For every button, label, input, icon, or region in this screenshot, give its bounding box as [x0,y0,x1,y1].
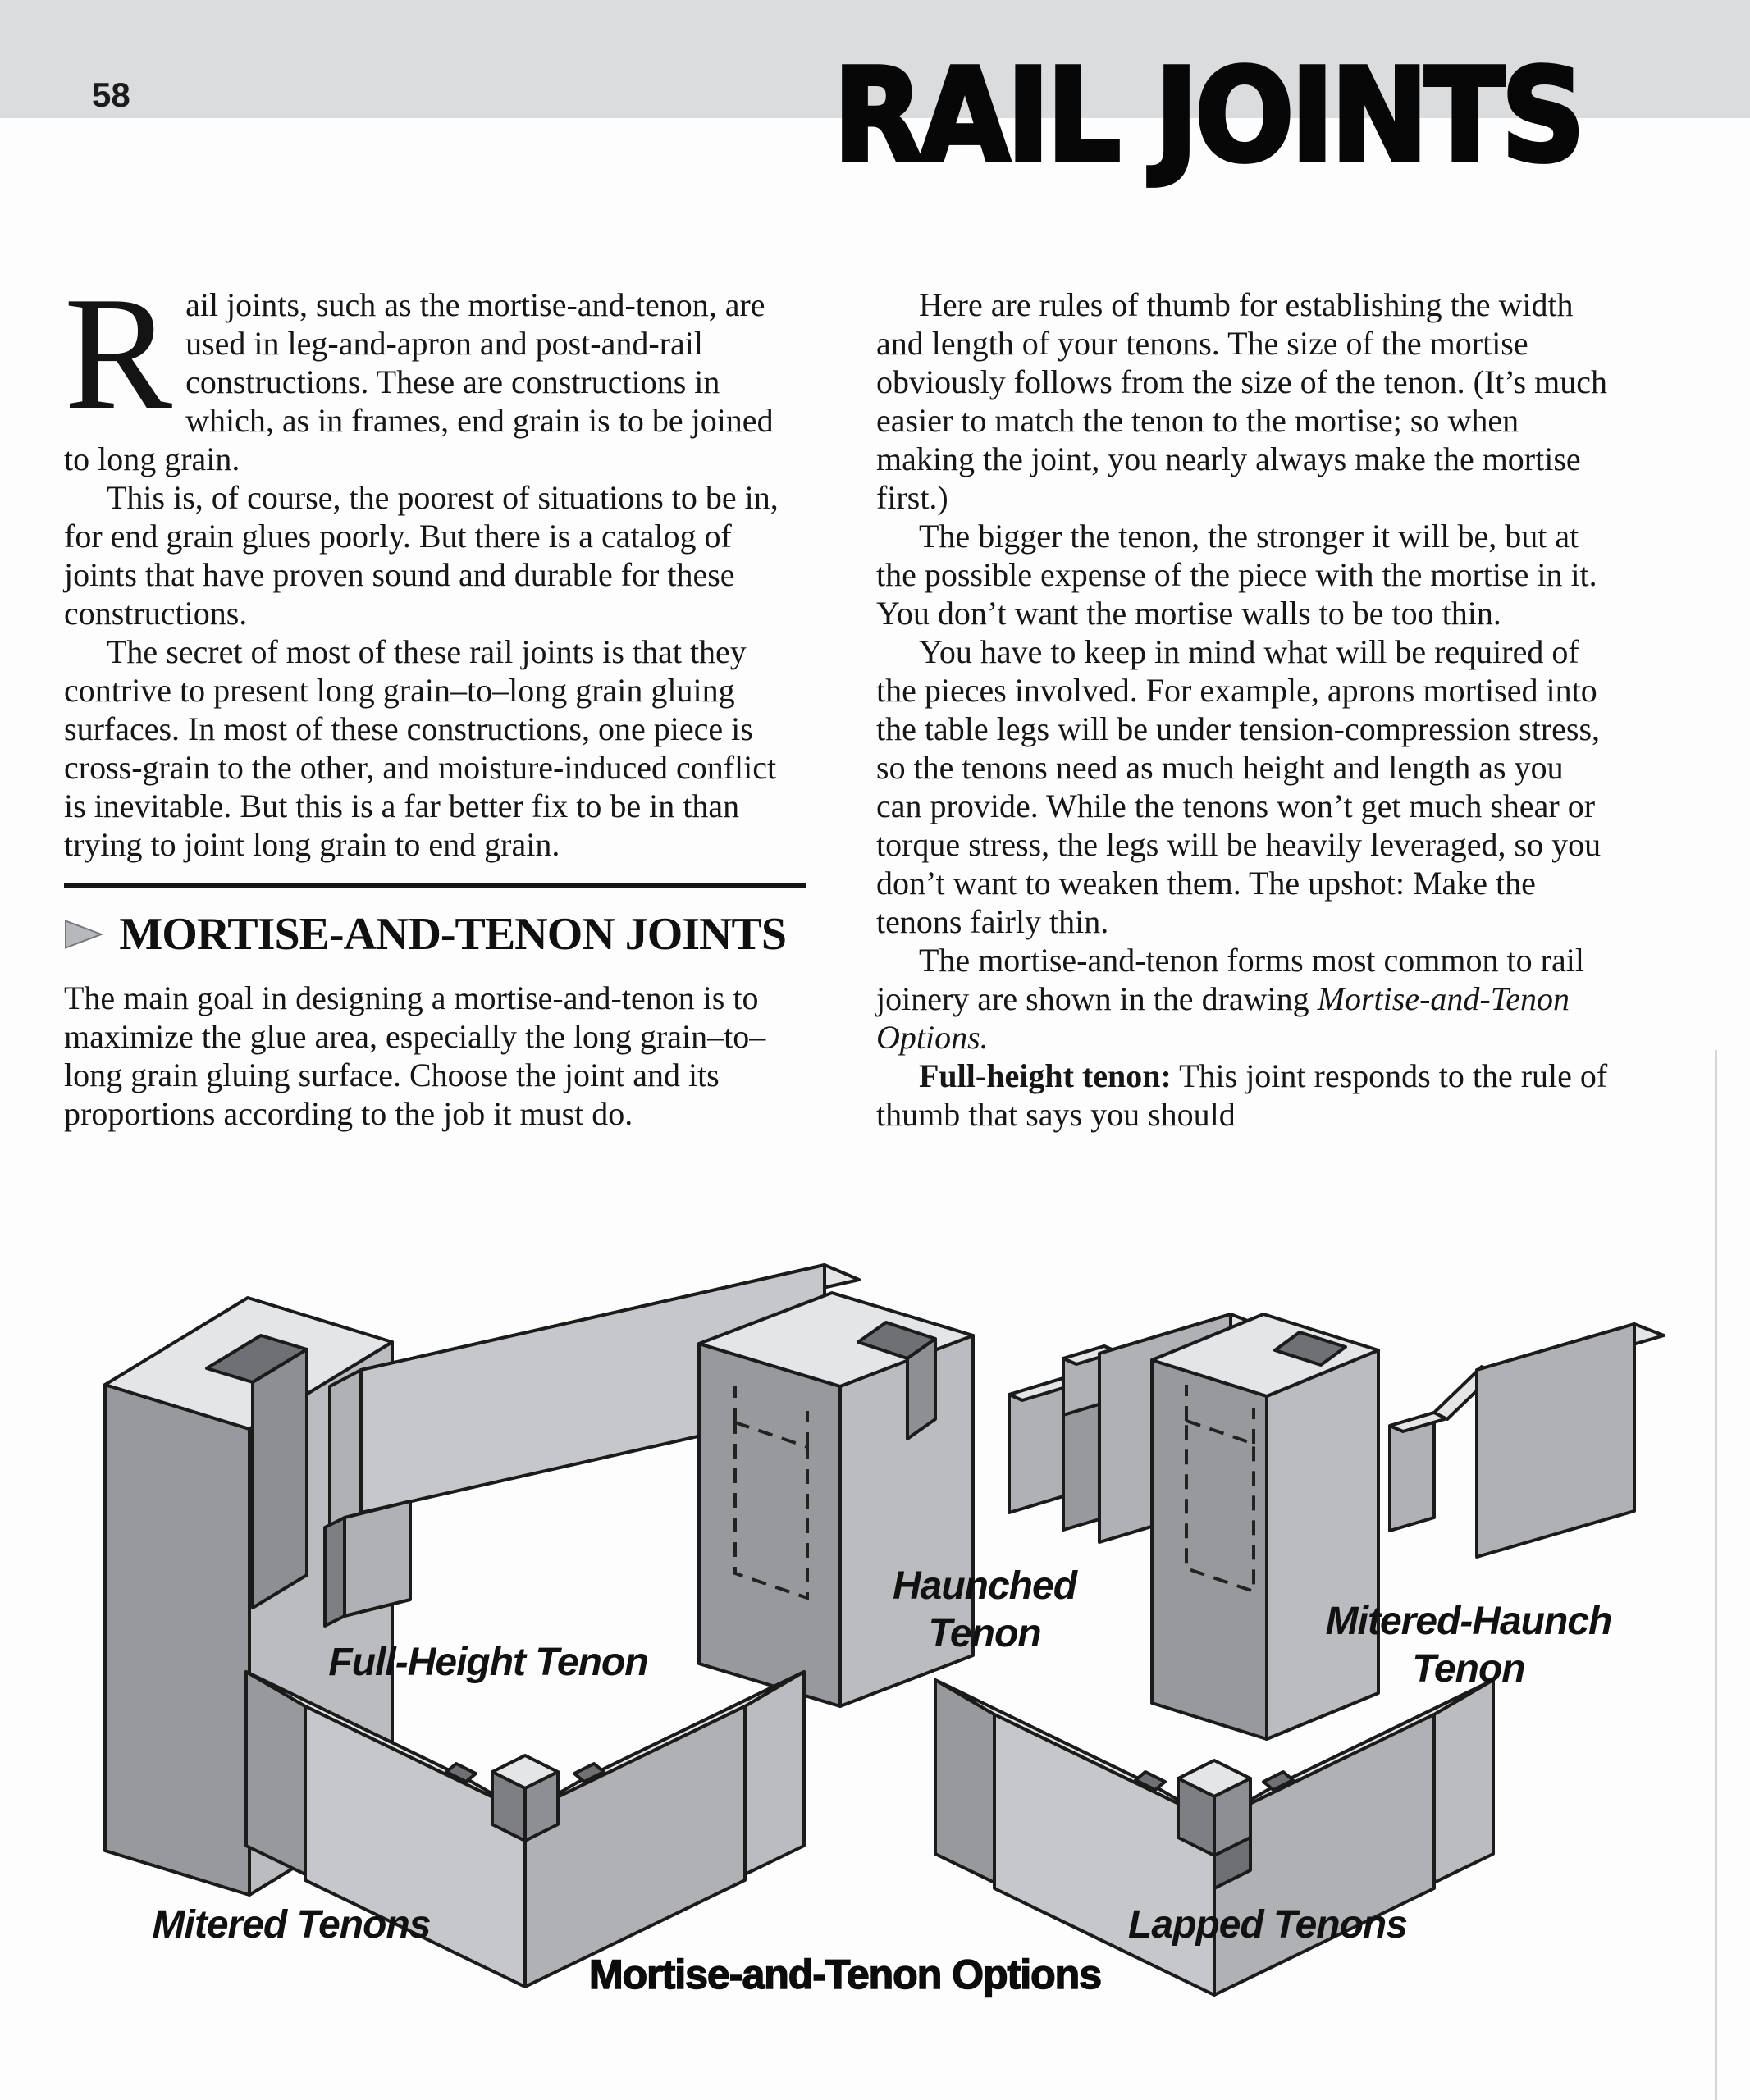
left-paragraphs-after [64,979,786,1133]
right-paragraphs [876,285,1615,1134]
mitered-haunch-label-line1: Mitered-Haunch [1325,1600,1612,1643]
section-rule [64,883,806,888]
haunched-tenon-label-line1: Haunched [892,1564,1077,1608]
paragraph: The bigger the tenon, the stronger it will be, but at the possible expense of the piece with the mortise in it. You don’t want the mortise walls to be too thin. [876,518,1597,632]
paragraph: Rail joints, such as the mortise-and-tenon, are used in leg-and-apron and post-and-rail constructions. These are constructions in which, as in frames, end grain is to be joined to long grain. [64,263,774,477]
drop-cap: R [64,263,173,443]
figure-caption: Mortise-and-Tenon Options [588,1952,1102,1997]
section-heading-row [64,908,786,960]
haunched-tenon-label-line2: Tenon [928,1612,1041,1655]
mitered-tenons-label: Mitered Tenons [152,1903,431,1947]
lapped-tenons-label: Lapped Tenons [1128,1903,1407,1947]
full-height-tenon-label: Full-Height Tenon [328,1641,648,1684]
page-number: 58 [92,75,130,114]
column-right [876,285,1615,1134]
haunched-tenon-label [837,1563,1132,1658]
paragraph: The secret of most of these rail joints is that they contrive to present long grain–to–long grain gluing surfaces. In most of these constructions, one piece is cross-grain to the other, and moisture-induced conflict is inevitable. But this is a far better fix to be in than trying to joint long grain to end grain. [64,633,777,863]
paragraph: You have to keep in mind what will be required of the pieces involved. For example, aprons mortised into the table legs will be under tension-compression stress, so the tenons need as much height and length as you can provide. While the tenons won’t get much shear or torque stress, the legs will be heavily leveraged, so you don’t want to weaken them. The upshot: Make the tenons fairly thin. [876,633,1602,940]
column-left [64,263,786,1133]
arrow-icon [64,911,103,957]
paragraph: The mortise-and-tenon forms most common to rail joinery are shown in the drawing Mortise-and-Tenon Options. [876,942,1584,1056]
page-edge-shadow [1715,1050,1717,2100]
mitered-haunch-label-line2: Tenon [1412,1647,1525,1691]
paragraph: The main goal in designing a mortise-and-tenon is to maximize the glue area, especially the long grain–to–long grain gluing surface. Choose the joint and its proportions according to the job it must do. [64,979,766,1132]
section-heading: MORTISE-AND-TENON JOINTS [119,908,786,960]
left-paragraphs [64,263,786,864]
page-title: RAIL JOINTS [833,41,1582,191]
paragraph: This is, of course, the poorest of situations to be in, for end grain glues poorly. But there is a catalog of joints that have proven sound and durable for these constructions. [64,479,779,632]
paragraph: Full-height tenon: This joint responds to the rule of thumb that says you should [876,1057,1608,1133]
mitered-haunch-tenon-label [1288,1598,1649,1693]
paragraph: Here are rules of thumb for establishing the width and length of your tenons. The size of the mortise obviously follows from the size of the tenon. (It’s much easier to match the tenon to the mortise; so when making the joint, you nearly always make the mortise first.) [876,286,1607,516]
